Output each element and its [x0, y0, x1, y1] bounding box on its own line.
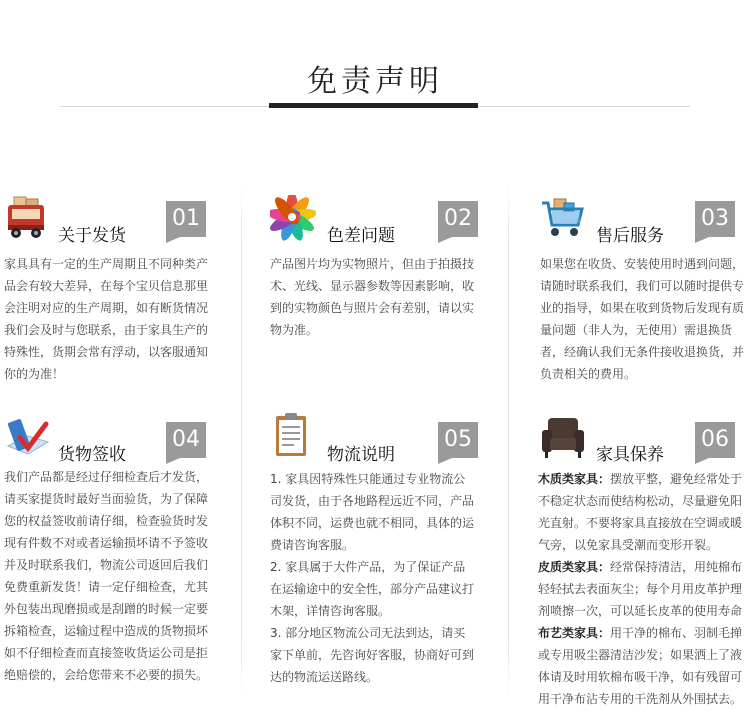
care-item-text: 摆放平整，避免经常处于不稳定状态而使结构松动，尽量避免阳光直射。不要将家具直接放在空调或暖气旁，以免家具受潮而变形开裂。 — [538, 472, 743, 552]
body-text: 家具具有一定的生产周期且不同种类产品会有较大差异，在每个宝贝信息那里会注明对应的生产周期，如有断货情况我们会及时与您联系，由于家具生产的特殊性，货期会常有浮动，以客服通知你的为准！ — [4, 257, 209, 381]
column-divider-2 — [508, 180, 509, 700]
section-number-badge: 01 — [166, 201, 206, 237]
section-body — [4, 466, 210, 686]
section-number-badge: 05 — [438, 422, 478, 458]
section-body — [270, 253, 476, 341]
section-heading: 家具保养 — [596, 445, 664, 465]
color-palette-icon — [270, 195, 316, 241]
delivery-truck-icon — [4, 195, 50, 241]
section-body — [270, 468, 476, 688]
armchair-icon — [540, 414, 586, 460]
body-paragraph: 1. 家具因特殊性只能通过专业物流公司发货，由于各地路程远近不同，产品体积不同，运费也就不相同，具体的运费请咨询客服。 — [270, 472, 475, 552]
body-paragraph: 2. 家具属于大件产品，为了保证产品在运输途中的安全性，部分产品建议打木架，详情咨询客服。 — [270, 560, 475, 618]
page-title: 免责声明 — [307, 64, 443, 99]
body-text: 产品图片均为实物照片，但由于拍摄技术、光线、显示器参数等因素影响，收到的实物颜色与照片会有差别，请以实物为准。 — [270, 257, 475, 337]
care-item-label: 布艺类家具： — [538, 626, 611, 640]
section-heading: 物流说明 — [327, 445, 395, 465]
checkmark-sign-icon — [4, 416, 50, 462]
section-number-badge: 04 — [166, 422, 206, 458]
care-item-label: 木质类家具： — [538, 472, 611, 486]
section-heading: 货物签收 — [58, 445, 126, 465]
body-paragraph: 3. 部分地区物流公司无法到达，请买家下单前，先咨询好客服，协商好可到达的物流运送路线。 — [270, 626, 475, 684]
care-item-text: 经常保持清洁，用纯棉布轻轻拭去表面灰尘；每个月用皮革护理剂喷擦一次，可以延长皮革的使用寿命 — [538, 560, 743, 618]
title-underline-bar — [269, 103, 478, 108]
section-heading: 售后服务 — [596, 226, 664, 246]
section-body — [4, 253, 210, 385]
care-item — [538, 556, 746, 622]
section-body — [540, 253, 746, 385]
section-number-badge: 02 — [438, 201, 478, 237]
section-heading: 关于发货 — [58, 226, 126, 246]
care-item-label: 皮质类家具： — [538, 560, 611, 574]
care-item — [538, 622, 746, 710]
section-body — [538, 468, 746, 710]
body-text: 如果您在收货、安装使用时遇到问题，请随时联系我们，我们可以随时提供专业的指导，如果在收到货物后发现有质量问题（非人为，无使用）需退换货者，经确认我们无条件接收退换货，并负责相关的费用。 — [540, 257, 745, 381]
section-heading: 色差问题 — [327, 226, 395, 246]
body-text: 我们产品都是经过仔细检查后才发货，请买家提货时最好当面验货，为了保障您的权益签收前请仔细，检查验货时发现有件数不对或者运输损坏请不予签收并及时联系我们，物流公司返回后我们免费重新发货！请一定仔细检查，尤其外包装出现磨损或是刮蹭的时候一定要拆箱检查，运输过程中造成的货物损坏如不仔细检查而直接签收货运公司是拒绝赔偿的，会给您带来不必要的损失。 — [4, 470, 209, 682]
care-item-text: 用干净的棉布、羽制毛掸或专用吸尘器清洁沙发；如果洒上了液体请及时用软棉布吸干净，如有残留可用干净布沾专用的干洗剂从外围拭去。 — [538, 626, 743, 706]
shopping-cart-icon — [540, 195, 586, 241]
care-item — [538, 468, 746, 556]
column-divider-1 — [241, 180, 242, 700]
section-number-badge: 06 — [695, 422, 735, 458]
clipboard-icon — [270, 412, 316, 458]
section-number-badge: 03 — [695, 201, 735, 237]
